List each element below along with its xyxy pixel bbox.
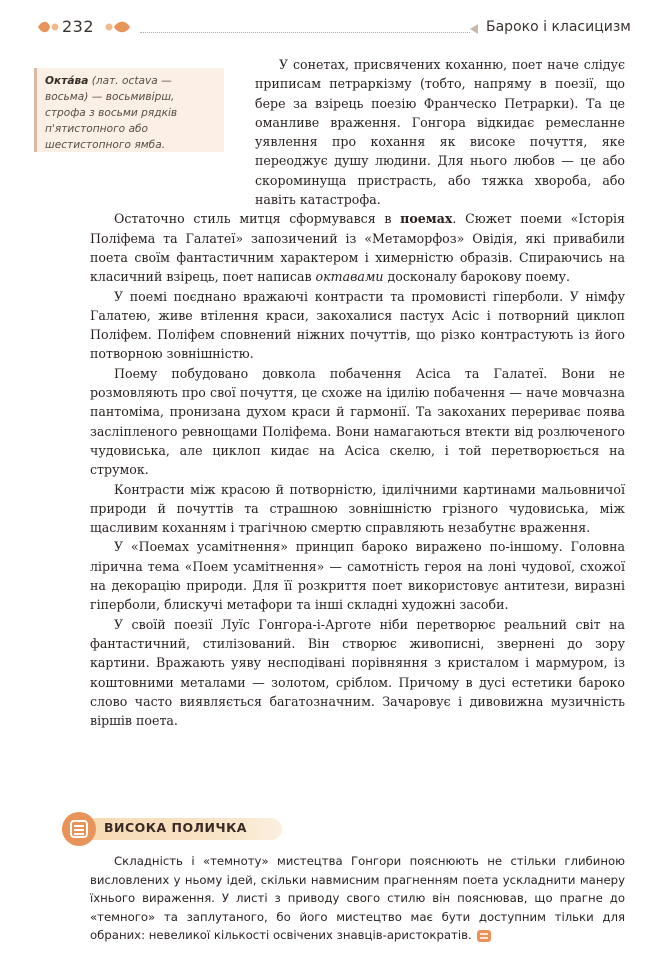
paragraph-2-part-a: Остаточно стиль митця сформувався в: [114, 211, 401, 227]
shelf-paragraph-text: Складність і «темноту» мистецтва Гонгори пояснюють не стільки глибиною висловлених у ньому ідей, скільки навмисним прагненням поета ускладнити манеру їхнього вираження. У листі з приводу свого стилю він пояснював, що прагне до «темного» та заплутаного, бо його мистецтво має бути доступним тільки для обраних: невеликої кількості освічених знавців-аристократів.: [90, 854, 625, 943]
paragraph-5: Контрасти між красою й потворністю, ідилічними картинами мальовничої природи й почуттів та страшною зовнішністю грізного чудовиська, між щасливим коханням і трагічною смертю справляють незабутнє враження.: [90, 481, 625, 536]
definition-term: Окта́ва: [45, 75, 89, 87]
page-number: 232: [62, 17, 95, 36]
paragraph-2-part-e: досконалу барокову поему.: [383, 269, 570, 285]
chapter-marker-icon: [470, 24, 482, 34]
paragraph-1: У сонетах, присвячених коханню, поет наче слідує приписам петраркізму (тобто, напряму в поезії, що бере за взірець поезію Франческо Петрарки). Та це оманливе враження. Гонгора відкидає ремесланне уявлення про кохання як високе почуття, яке переоджує душу людини. Для нього любов — це або скороминуща пристрасть, або тяжка хвороба, або навіть катастрофа.: [255, 57, 625, 208]
shelf-title: ВИСОКА ПОЛИЧКА: [104, 820, 247, 835]
page-header: [0, 0, 660, 56]
paragraph-6: У «Поемах усамітнення» принцип бароко виражено по-іншому. Головна лірична тема «Поем усамітнення» — самотність героя на лоні чудової, схожої на декорацію природи. Для її розкриття поет використовує антитези, виразні гіперболи, блискучі метафори та інші складні художні засоби.: [90, 539, 625, 613]
paragraph-3: У поемі поєднано вражаючі контрасти та промовисті гіперболи. У німфу Галатею, живе втілення краси, закохалися пастух Асіс і потворний циклоп Поліфем. Поліфем сповнений ніжних почуттів, що різко контрастують із його потворною зовнішністю.: [90, 288, 625, 362]
shelf-text: [90, 852, 625, 945]
paragraph-7: У своїй поезії Луїс Гонгора-і-Арготе ніби перетворює реальний світ на фантастичний, стилізований. Він створює живописні, звернені до зору картини. Вражають уяву несподівані порівняння з кристалом і мармуром, із коштовними металами — золотом, сріблом. Причому в дусі естетики бароко слово часто виявляється багатозначним. Зачаровує і дивовижна музичність віршів поета.: [90, 616, 625, 729]
main-text: [90, 55, 625, 730]
term-octaves: октавами: [315, 269, 384, 285]
section-end-icon: [476, 929, 492, 943]
paragraph-2: [90, 209, 625, 286]
chapter-title: Бароко і класицизм: [486, 19, 631, 35]
ornament-left-icon: [36, 20, 60, 34]
header-divider: [140, 32, 470, 33]
bookshelf-icon: [62, 812, 96, 846]
definition-text: (лат. octava — восьма) — восьмивірш, строфа з восьми рядків п'ятистопного або шестистопного ямба.: [45, 75, 178, 151]
term-poems: поемах: [400, 211, 453, 227]
ornament-right-icon: [104, 20, 134, 34]
paragraph-2-part-c: . Сюжет поеми «Історія Поліфема та Галатеї» запозичений із «Метаморфоз» Овідія, які привабили поета своїм фантастичним характером і химерністю образів. Спираючись на класичний взірець, поет написав: [90, 211, 625, 285]
shelf-paragraph: [90, 852, 625, 945]
paragraph-4: Поему побудовано довкола побачення Асіса та Галатеї. Вони не розмовляють про свої почуття, це схоже на ідилію побачення — наче мовчазна пантоміма, пронизана духом краси й гармонії. Та закоханих перериває поява засліпленого ревнощами Поліфема. Вони намагаються втекти від розлюченого чудовиська, але циклоп кидає на Асіса скелю, і той перетворюється на струмок.: [90, 365, 625, 478]
